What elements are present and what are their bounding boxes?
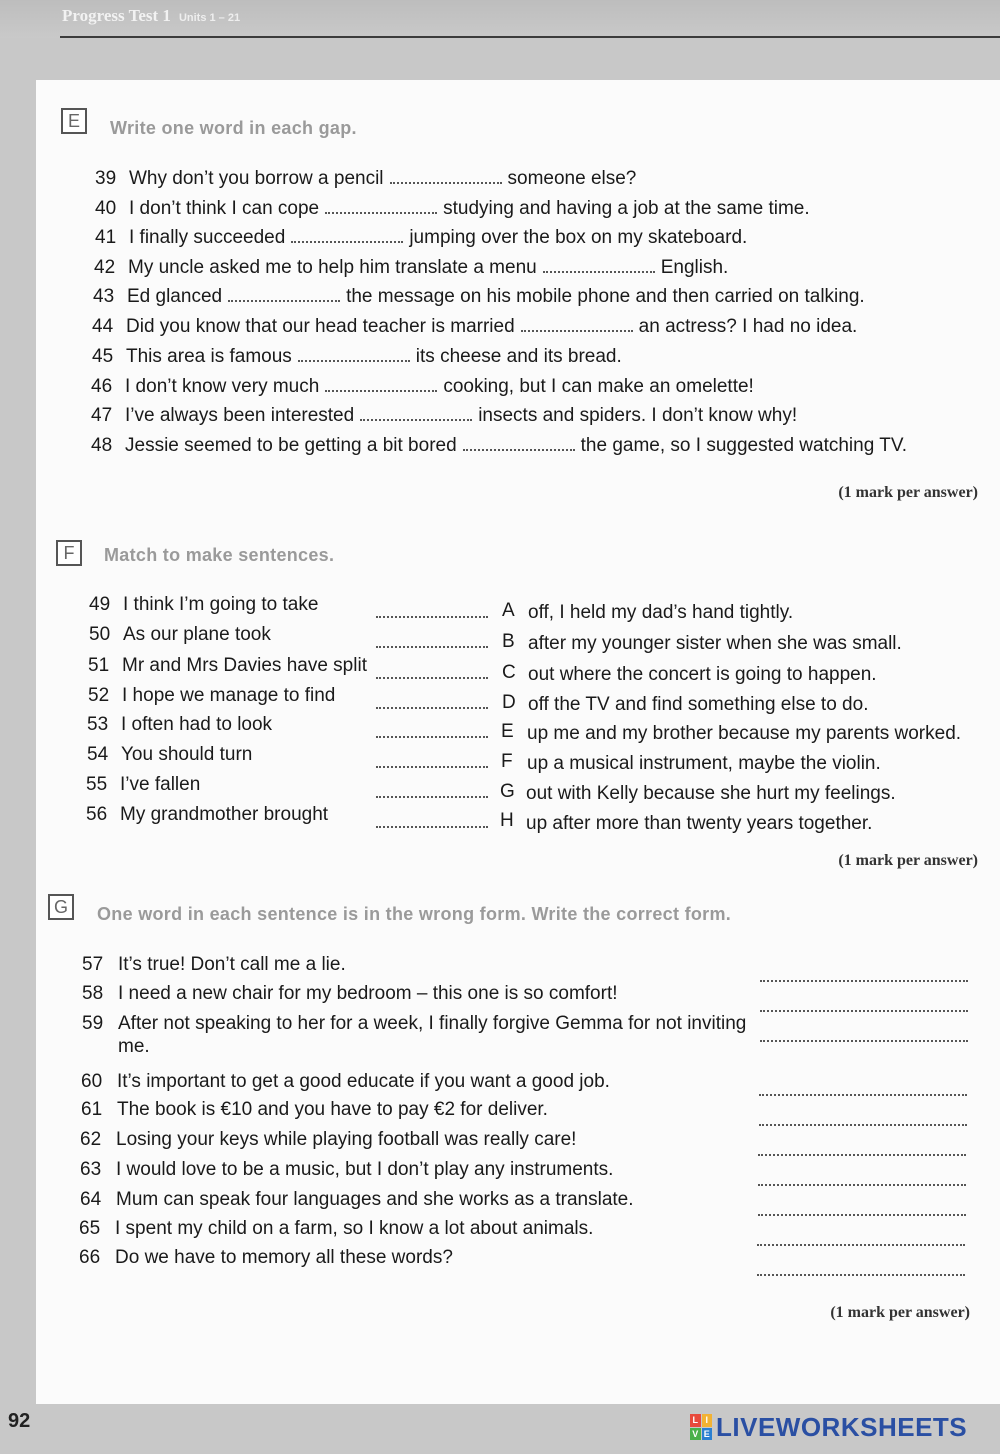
answer-line-65[interactable] [757,1244,965,1246]
answer-gap-40[interactable] [325,200,437,214]
question-40: 40 I don’t think I can cope studying and having a job at the same time. [95,198,810,219]
ending-text-a: off, I held my dad’s hand tightly. [528,602,794,623]
question-46: 46 I don’t know very much cooking, but I can make an omelette! [91,376,754,397]
question-43: 43 Ed glanced the message on his mobile phone and then carried on talking. [93,286,865,307]
question-41: 41 I finally succeeded jumping over the box on my skateboard. [95,227,748,248]
question-47: 47 I’ve always been interested insects and spiders. I don’t know why! [91,405,798,426]
section-e-instruction: Write one word in each gap. [110,118,357,138]
page-title: Progress Test 1 Units 1 – 21 [62,6,241,25]
question-45: 45 This area is famous its cheese and its bread. [92,346,622,367]
question-57: 57 It’s true! Don’t call me a lie. [82,954,346,975]
section-f-letter: F [56,540,82,566]
question-61: 61 The book is €10 and you have to pay €2 for deliver. [81,1099,548,1120]
question-64: 64 Mum can speak four languages and she works as a translate. [80,1189,634,1210]
page-number: 92 [8,1410,31,1432]
answer-line-61[interactable] [759,1124,967,1126]
question-63: 63 I would love to be a music, but I don’t play any instruments. [80,1159,614,1180]
liveworksheets-logo-text: LIVEWORKSHEETS [716,1411,968,1442]
answer-line-62[interactable] [758,1154,966,1156]
question-42: 42 My uncle asked me to help him translate a menu English. [94,257,729,278]
ending-text-c: out where the concert is going to happen. [528,664,877,685]
question-39: 39 Why don’t you borrow a pencil someone else? [95,168,637,189]
section-g-instruction: One word in each sentence is in the wrong form. Write the correct form. [97,904,732,924]
match-beginning-51: 51 Mr and Mrs Davies have split [88,655,367,676]
match-beginning-56: 56 My grandmother brought [86,804,329,825]
section-g-letter: G [48,894,74,920]
match-beginning-55: 55 I’ve fallen [86,774,201,795]
ending-text-f: up a musical instrument, maybe the violin. [527,753,881,774]
answer-gap-39[interactable] [390,170,502,184]
answer-line-58[interactable] [760,1010,968,1012]
section-e-letter: E [61,108,87,134]
ending-letter-g: G [500,781,515,802]
ending-letter-e: E [501,721,514,742]
question-65: 65 I spent my child on a farm, so I know a lot about animals. [79,1218,594,1239]
answer-line-57[interactable] [760,980,968,982]
answer-gap-48[interactable] [463,437,575,451]
match-gap-52[interactable] [376,707,488,709]
match-beginning-49: 49 I think I’m going to take [89,594,319,615]
section-e-mark-note: (1 mark per answer) [838,484,978,501]
answer-gap-46[interactable] [325,378,437,392]
worksheet-page [36,80,1000,1404]
match-beginning-50: 50 As our plane took [89,624,271,645]
liveworksheets-logo[interactable] [690,1410,967,1444]
answer-gap-41[interactable] [291,229,403,243]
ending-letter-d: D [502,692,516,713]
answer-gap-42[interactable] [543,259,655,273]
match-gap-54[interactable] [376,766,488,768]
header-rule [60,36,1000,38]
match-beginning-54: 54 You should turn [87,744,253,765]
answer-line-63[interactable] [758,1184,966,1186]
ending-text-b: after my younger sister when she was small. [528,633,902,654]
answer-line-66[interactable] [757,1274,965,1276]
ending-text-g: out with Kelly because she hurt my feelings. [526,783,896,804]
question-62: 62 Losing your keys while playing football was really care! [80,1129,577,1150]
question-59: 59 After not speaking to her for a week, I finally forgive Gemma for not inviting me. [82,1013,747,1057]
answer-gap-45[interactable] [298,348,410,362]
question-48: 48 Jessie seemed to be getting a bit bored the game, so I suggested watching TV. [91,435,908,456]
answer-line-64[interactable] [758,1214,966,1216]
question-58: 58 I need a new chair for my bedroom – this one is so comfort! [82,983,618,1004]
answer-line-59[interactable] [760,1040,968,1042]
section-g-mark-note: (1 mark per answer) [830,1304,970,1321]
match-gap-55[interactable] [376,796,488,798]
match-beginning-53: 53 I often had to look [87,714,273,735]
match-gap-50[interactable] [376,646,488,648]
answer-line-60[interactable] [759,1094,967,1096]
section-f-instruction: Match to make sentences. [104,545,335,565]
ending-letter-a: A [502,600,515,621]
match-gap-51[interactable] [376,677,488,679]
ending-letter-f: F [501,751,513,772]
question-44: 44 Did you know that our head teacher is married an actress? I had no idea. [92,316,858,337]
liveworksheets-logo-icon: L I V E [690,1414,712,1440]
answer-gap-47[interactable] [360,407,472,421]
match-beginning-52: 52 I hope we manage to find [88,685,336,706]
ending-letter-b: B [502,631,515,652]
question-66: 66 Do we have to memory all these words? [79,1247,453,1268]
answer-gap-43[interactable] [228,288,340,302]
ending-letter-h: H [500,810,514,831]
match-gap-53[interactable] [376,736,488,738]
units-label: Units 1 – 21 [178,12,241,24]
ending-text-h: up after more than twenty years together. [526,813,873,834]
answer-gap-44[interactable] [521,318,633,332]
section-f-mark-note: (1 mark per answer) [838,852,978,869]
question-60: 60 It’s important to get a good educate if you want a good job. [81,1071,610,1092]
ending-text-d: off the TV and find something else to do. [528,694,869,715]
ending-letter-c: C [502,662,516,683]
ending-text-e: up me and my brother because my parents worked. [527,723,962,744]
match-gap-56[interactable] [376,826,488,828]
page-header [0,0,1000,38]
match-gap-49[interactable] [376,616,488,618]
